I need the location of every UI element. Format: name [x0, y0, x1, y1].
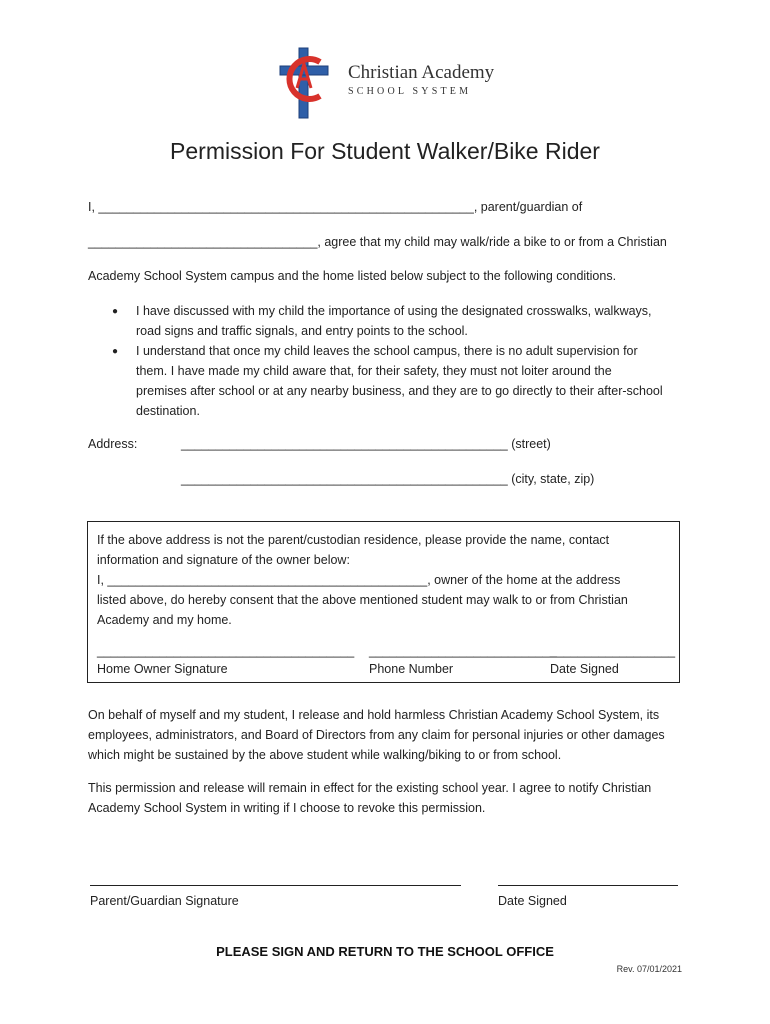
owner-box-line-4: listed above, do hereby consent that the above mentioned student may walk to or from Christian [97, 593, 628, 607]
release-p2-line-2: Academy School System in writing if I choose to revoke this permission. [88, 801, 486, 815]
intro-line-3: Academy School System campus and the home listed below subject to the following conditions. [88, 269, 617, 283]
bullet-icon: ● [112, 346, 119, 357]
home-owner-signature-label: Home Owner Signature [97, 662, 228, 676]
parent-signature-label: Parent/Guardian Signature [90, 894, 239, 908]
condition-1-line-2: road signs and traffic signals, and entry points to the school. [136, 324, 468, 338]
parent-date-signed-field[interactable] [498, 885, 678, 886]
condition-2-line-1: I understand that once my child leaves the school campus, there is no adult supervision for [136, 344, 638, 358]
owner-date-signed-field[interactable]: __________________ [550, 644, 676, 658]
release-p1-line-3: which might be sustained by the above student while walking/biking to or from school. [88, 748, 562, 762]
release-p1-line-2: employees, administrators, and Board of Directors from any claim for personal injuries or other damages [88, 728, 665, 742]
bullet-icon: ● [112, 306, 119, 317]
condition-2-line-4: destination. [136, 404, 200, 418]
page-title: Permission For Student Walker/Bike Rider [170, 138, 600, 164]
school-name: Christian Academy [348, 62, 495, 83]
home-owner-signature-field[interactable]: _____________________________________ [97, 644, 355, 658]
school-subtitle: SCHOOL SYSTEM [348, 86, 472, 97]
release-p1-line-1: On behalf of myself and my student, I release and hold harmless Christian Academy School System, its [88, 708, 660, 722]
intro-line-2: _________________________________, agree that my child may walk/ride a bike to or from a Christian [88, 235, 667, 249]
release-p2-line-1: This permission and release will remain in effect for the existing school year. I agree to notify Christian [88, 781, 652, 795]
intro-line-1: I, ______________________________________________________, parent/guardian of [88, 200, 583, 214]
parent-date-signed-label: Date Signed [498, 894, 567, 908]
owner-date-signed-label: Date Signed [550, 662, 619, 676]
owner-box-line-2: information and signature of the owner below: [97, 553, 350, 567]
phone-number-field[interactable]: ___________________________ [369, 644, 557, 658]
revision-date: Rev. 07/01/2021 [616, 964, 682, 974]
address-city-field[interactable]: _______________________________________________ (city, state, zip) [181, 472, 595, 486]
phone-number-label: Phone Number [369, 662, 454, 676]
address-street-field[interactable]: _______________________________________________ (street) [181, 437, 551, 451]
return-instruction: PLEASE SIGN AND RETURN TO THE SCHOOL OFFICE [216, 944, 554, 959]
address-label: Address: [88, 437, 138, 451]
condition-2-line-2: them. I have made my child aware that, for their safety, they must not loiter around the [136, 364, 612, 378]
condition-1-line-1: I have discussed with my child the importance of using the designated crosswalks, walkways, [136, 304, 652, 318]
parent-signature-field[interactable] [90, 885, 461, 886]
cross-ca-emblem-icon [276, 44, 340, 120]
owner-box-line-1: If the above address is not the parent/custodian residence, please provide the name, contact [97, 533, 610, 547]
school-logo [276, 44, 501, 120]
condition-2-line-3: premises after school or at any nearby business, and they are to go directly to their after-school [136, 384, 663, 398]
owner-name-field[interactable]: I, ______________________________________________, owner of the home at the address [97, 573, 621, 587]
owner-box-line-5: Academy and my home. [97, 613, 232, 627]
